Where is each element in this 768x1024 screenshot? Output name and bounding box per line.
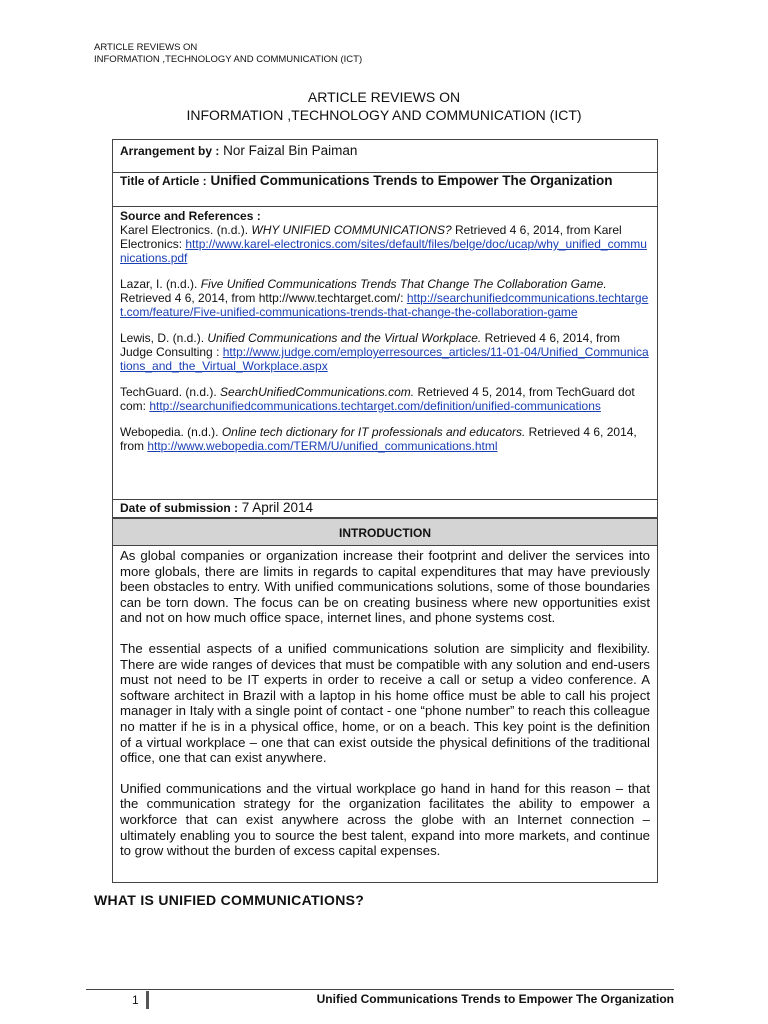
- reference-item: [120, 385, 650, 413]
- submission-row: [113, 500, 657, 518]
- reference-author: Webopedia. (n.d.).: [120, 425, 222, 439]
- page-number: 1: [132, 993, 139, 1007]
- reference-title: WHY UNIFIED COMMUNICATIONS?: [251, 223, 452, 237]
- section-heading: WHAT IS UNIFIED COMMUNICATIONS?: [94, 892, 365, 908]
- document-title-line1: ARTICLE REVIEWS ON: [307, 89, 461, 105]
- introduction-paragraph: Unified communications and the virtual workplace go hand in hand for this reason – that the communication strategy for the organization facilitates the ability to empower a workforce that can exist anywhere across the globe with an Internet connection – ultimately enabling you to source the best talent, expand into more markets, and continue to grow without the burden of excess capital expenses.: [120, 780, 650, 859]
- introduction-paragraph: As global companies or organization increase their footprint and deliver the services into more globals, there are limits in regards to capital expenditures that may have previously been obstacles to entry. With unified communications solutions, some of those boundaries can be torn down. The focus can be on creating business where new opportunities exist and not on how much office space, internet lines, and phone systems cost.: [120, 548, 650, 626]
- introduction-paragraph: The essential aspects of a unified communications solution are simplicity and flexibility. There are wide ranges of devices that must be compatible with any solution and end-users must not need to be IT experts in order to receive a call or setup a video conference. A software architect in Brazil with a laptop in his home office must be able to call his project manager in Italy with a single point of contact - one “phone number” to reach this colleague no matter if he is in a physical office, home, or on a beach. This key point is the definition of a virtual workplace – one that can exist outside the physical definitions of the traditional office, one that can exist anywhere.: [120, 640, 651, 766]
- reference-title: Five Unified Communications Trends That Change The Collaboration Game.: [200, 277, 607, 291]
- document-title: [0, 88, 768, 124]
- arrangement-value: Nor Faizal Bin Paiman: [219, 143, 358, 158]
- reference-retrieved: Retrieved 4 6, 2014, from Karel Electronics:: [120, 223, 622, 251]
- reference-retrieved: Retrieved 4 6, 2014, from Judge Consulting :: [120, 331, 621, 359]
- reference-link[interactable]: http://www.webopedia.com/TERM/U/unified_communications.html: [147, 439, 498, 453]
- submission-value: 7 April 2014: [238, 500, 314, 515]
- submission-label: Date of submission :: [120, 501, 239, 515]
- reference-title: Unified Communications and the Virtual Workplace.: [207, 331, 482, 345]
- footer-title: Unified Communications Trends to Empower The Organization: [316, 992, 674, 1006]
- article-title-row: [113, 173, 657, 207]
- reference-item: [120, 223, 650, 265]
- running-header-line2: INFORMATION ,TECHNOLOGY AND COMMUNICATION (ICT): [94, 54, 363, 65]
- reference-link[interactable]: http://www.karel-electronics.com/sites/default/files/belge/doc/ucap/why_unified_communications.pdf: [120, 237, 647, 265]
- sources-row: [113, 207, 657, 500]
- reference-author: TechGuard. (n.d.).: [120, 385, 221, 399]
- reference-item: [120, 277, 650, 319]
- sources-label: Source and References :: [120, 209, 261, 223]
- reference-author: Lazar, I. (n.d.).: [120, 277, 201, 291]
- running-header: [94, 42, 362, 66]
- introduction-heading: INTRODUCTION: [113, 518, 657, 546]
- running-header-line1: ARTICLE REVIEWS ON: [94, 42, 198, 53]
- article-title-value: Unified Communications Trends to Empower The Organization: [206, 173, 613, 188]
- reference-title: Online tech dictionary for IT professionals and educators.: [221, 425, 526, 439]
- reference-retrieved: Retrieved 4 6, 2014, from: [120, 425, 637, 453]
- footer-separator: [146, 991, 149, 1009]
- article-title-label: Title of Article :: [120, 174, 207, 188]
- arrangement-label: Arrangement by :: [120, 144, 220, 158]
- reference-item: [120, 425, 650, 453]
- document-title-line2: INFORMATION ,TECHNOLOGY AND COMMUNICATION (ICT): [186, 107, 582, 123]
- reference-item: [120, 331, 650, 373]
- reference-title: SearchUnifiedCommunications.com.: [220, 385, 415, 399]
- reference-retrieved: Retrieved 4 6, 2014, from http://www.techtarget.com/:: [120, 291, 407, 305]
- introduction-body: [113, 546, 657, 883]
- reference-link[interactable]: http://searchunifiedcommunications.techtarget.com/feature/Five-unified-communications-trends-that-change-the-collaboration-game: [120, 291, 649, 319]
- reference-link[interactable]: http://searchunifiedcommunications.techtarget.com/definition/unified-communications: [149, 399, 601, 413]
- footer-divider: [86, 989, 674, 990]
- reference-link[interactable]: http://www.judge.com/employerresources_articles/11-01-04/Unified_Communications_and_the_Virtual_Workplace.aspx: [120, 345, 649, 373]
- reference-author: Lewis, D. (n.d.).: [120, 331, 208, 345]
- article-info-table: [112, 139, 658, 883]
- arrangement-row: [113, 140, 657, 173]
- reference-author: Karel Electronics. (n.d.).: [120, 223, 252, 237]
- reference-retrieved: Retrieved 4 5, 2014, from TechGuard dot com:: [120, 385, 635, 413]
